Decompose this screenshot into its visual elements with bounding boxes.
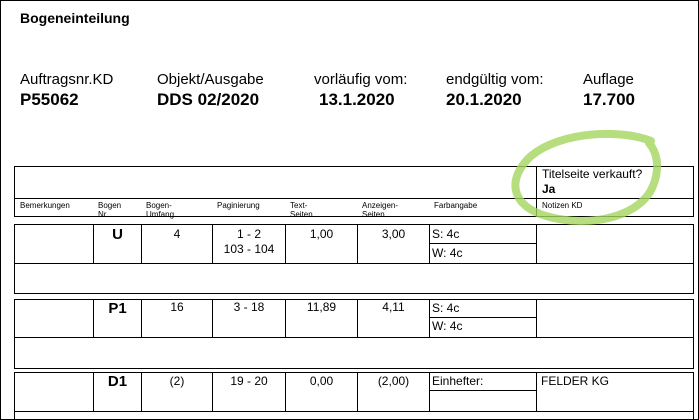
row-p1-farbe-2: W: 4c bbox=[432, 319, 463, 333]
col-notizen-kd: Notizen KD bbox=[542, 201, 583, 210]
cell-border bbox=[429, 224, 430, 264]
print-run-label: Auflage bbox=[583, 71, 634, 88]
row-d1-paginierung-1: 19 - 20 bbox=[230, 374, 268, 388]
object-edition-value: DDS 02/2020 bbox=[157, 90, 260, 109]
order-number-value: P55062 bbox=[20, 90, 79, 109]
col-text-seiten-text: Text- Seiten bbox=[290, 201, 313, 219]
col-bogen-umfang bbox=[146, 201, 174, 219]
table-header-vline bbox=[536, 166, 537, 217]
row-p1-paginierung-1: 3 - 18 bbox=[233, 300, 265, 314]
final-date-value: 20.1.2020 bbox=[446, 90, 522, 109]
col-farbangabe: Farbangabe bbox=[434, 201, 478, 210]
row-u-bogen: U bbox=[112, 226, 123, 243]
row-u-paginierung-1: 1 - 2 bbox=[236, 227, 261, 241]
col-anzeigen-seiten bbox=[362, 201, 398, 219]
col-text-seiten bbox=[290, 201, 313, 219]
document-title: Bogeneinteilung bbox=[20, 10, 130, 26]
col-anzeigen-seiten-text: Anzeigen- Seiten bbox=[362, 201, 399, 219]
row-divider bbox=[14, 337, 694, 338]
col-paginierung: Paginierung bbox=[217, 201, 260, 210]
row-p1-farbe-1: S: 4c bbox=[432, 301, 460, 315]
cell-border bbox=[536, 299, 537, 337]
cell-border bbox=[429, 372, 430, 411]
row-u-farbe-2: W: 4c bbox=[432, 246, 463, 260]
order-number-label: Auftragsnr.KD bbox=[20, 71, 114, 88]
col-bemerkungen: Bemerkungen bbox=[20, 201, 70, 210]
row-divider bbox=[14, 263, 694, 264]
row-d1-text: 0,00 bbox=[309, 374, 334, 388]
row-divider bbox=[14, 411, 694, 412]
cell-border bbox=[536, 372, 537, 411]
row-u-farbe-1: S: 4c bbox=[432, 227, 460, 241]
row-d1-bogen: D1 bbox=[107, 373, 128, 390]
cell-border bbox=[429, 390, 536, 391]
row-d1-farbe-1: Einhefter: bbox=[432, 374, 484, 388]
object-edition-label: Objekt/Ausgabe bbox=[157, 71, 264, 88]
row-d1-anzeigen: (2,00) bbox=[377, 374, 410, 388]
row-p1-text: 11,89 bbox=[306, 300, 337, 314]
row-p1-umfang: 16 bbox=[170, 300, 184, 314]
row-d1-umfang: (2) bbox=[169, 374, 185, 388]
cell-border bbox=[536, 224, 537, 264]
row-u-text: 1,00 bbox=[309, 227, 334, 241]
titelseite-value: Ja bbox=[542, 182, 556, 196]
print-run-value: 17.700 bbox=[583, 90, 635, 109]
row-d1-notizen: FELDER KG bbox=[541, 374, 610, 388]
col-bogen-nr-text: Bogen Nr. bbox=[98, 201, 122, 219]
preliminary-date-label: vorläufig vom: bbox=[314, 71, 408, 88]
row-p1-anzeigen: 4,11 bbox=[382, 300, 405, 314]
final-date-label: endgültig vom: bbox=[446, 71, 544, 88]
row-u-paginierung-2: 103 - 104 bbox=[223, 242, 275, 256]
titelseite-label: Titelseite verkauft? bbox=[542, 167, 643, 181]
cell-border bbox=[429, 317, 536, 318]
cell-border bbox=[429, 299, 430, 337]
col-bogen-umfang-text: Bogen- Umfang bbox=[146, 201, 175, 219]
col-bogen-nr bbox=[98, 201, 121, 219]
table-header-divider bbox=[14, 198, 694, 199]
preliminary-date-value: 13.1.2020 bbox=[319, 90, 395, 109]
cell-border bbox=[429, 243, 536, 244]
row-p1-bogen: P1 bbox=[108, 300, 127, 317]
row-u-anzeigen: 3,00 bbox=[381, 227, 406, 241]
row-u-umfang: 4 bbox=[173, 227, 181, 241]
